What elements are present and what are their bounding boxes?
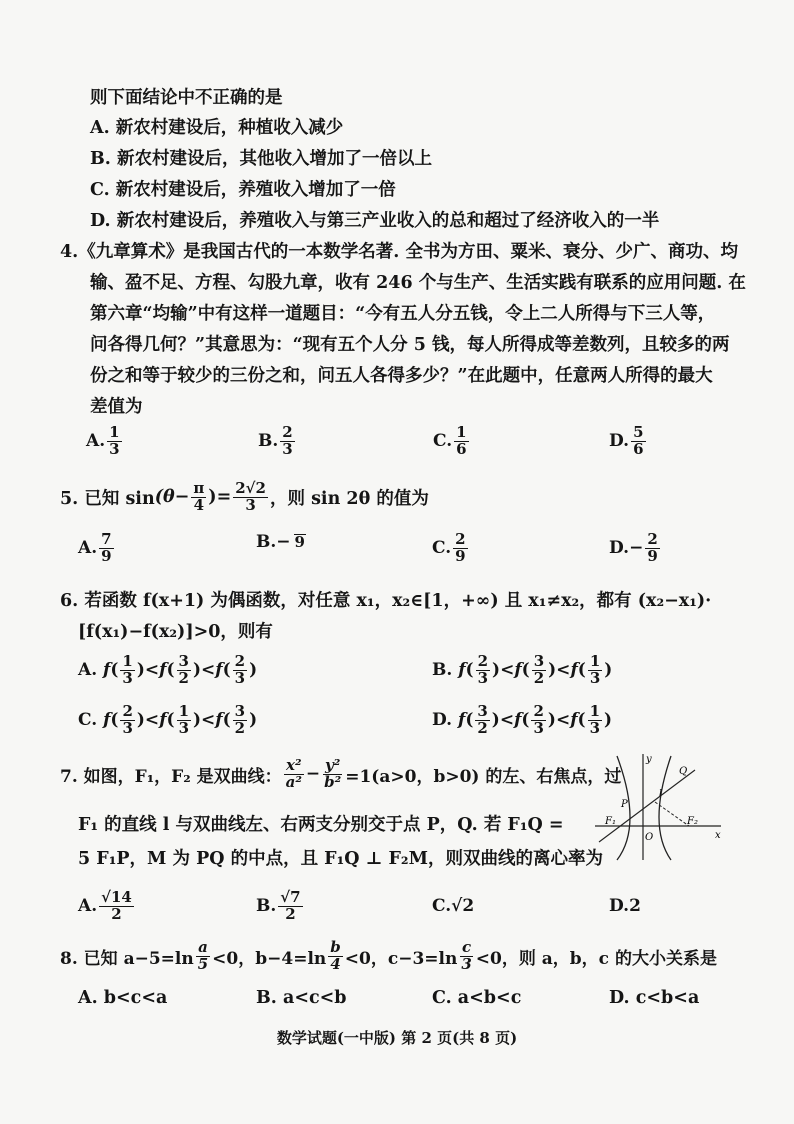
- q8-option-a: A. b<c<a: [78, 988, 168, 1008]
- q7-option-c-label: C.: [432, 896, 452, 916]
- frac-den: 3: [122, 668, 133, 687]
- q4-option-b-fraction: [280, 425, 294, 458]
- q4-line-2: 输、盈不足、方程、勾股九章，收有 246 个与生产、生活实践有联系的应用问题. 在: [90, 273, 746, 293]
- q7-option-d: [609, 896, 641, 916]
- frac-den: 2: [533, 668, 545, 687]
- q4-option-d-label: D.: [609, 431, 630, 452]
- frac: [233, 704, 247, 737]
- frac: [120, 654, 134, 687]
- frac-num: 1: [456, 423, 467, 441]
- q4-option-a-label: A.: [86, 431, 106, 452]
- frac-num: 2: [122, 702, 133, 720]
- frac-den: 3: [477, 668, 489, 687]
- frac-num: y²: [325, 756, 341, 774]
- frac-num: 3: [234, 702, 246, 720]
- frac-den: 2: [234, 718, 246, 737]
- q8-part-3: <0，c−3=ln: [344, 948, 458, 969]
- frac-den: 4: [330, 954, 341, 973]
- q7-line-1: [60, 758, 621, 791]
- q4-line-6: 差值为: [90, 397, 143, 417]
- q8-option-b: B. a<c<b: [256, 988, 347, 1008]
- q4-option-a: [86, 425, 124, 458]
- q6-option-c: C. f ( $\frac{2}{3}$ )< f ( $\frac{1}{3}$ )< f ( $\frac{3}{2}$ ): [78, 702, 258, 737]
- frac: [588, 704, 602, 737]
- frac-den: 6: [456, 439, 467, 458]
- q3-option-d: D. 新农村建设后，养殖收入与第三产业收入的总和超过了经济收入的一半: [90, 211, 660, 231]
- frac-den: 3: [589, 668, 601, 687]
- l-label: l: [659, 789, 662, 799]
- frac-den: 3: [109, 439, 120, 458]
- frac-num: a: [198, 938, 208, 956]
- q5-arg-left: (θ−: [154, 487, 190, 508]
- q5-option-b-fraction: [293, 534, 307, 551]
- q5-option-d-label: D.: [609, 538, 630, 559]
- q5-option-c-fraction: [453, 532, 467, 565]
- p-label: P: [621, 799, 628, 810]
- q7-line-2: F₁ 的直线 l 与双曲线左、右两支分别交于点 P，Q. 若 F₁Q =: [78, 815, 564, 835]
- q5-option-b-label: B.: [256, 532, 277, 552]
- frac-den: 9: [455, 546, 466, 565]
- frac-den: 3: [589, 718, 601, 737]
- q5-option-b-sign: −: [276, 532, 291, 552]
- frac-num: 2: [282, 423, 293, 441]
- frac-den: 3: [245, 495, 256, 514]
- frac-den: 9: [294, 532, 305, 551]
- q4-line-4: 问各得几何？”其意思为：“现有五个人分 5 钱，每人所得成等差数列，且较多的两: [90, 335, 730, 355]
- frac: [120, 704, 134, 737]
- q7-line1-post: =1(a>0，b>0) 的左、右焦点，过: [345, 766, 622, 787]
- q3-option-a: A. 新农村建设后，种植收入减少: [90, 118, 344, 138]
- frac-den: 3: [282, 439, 293, 458]
- q4-option-c: [433, 425, 471, 458]
- q5-suffix: ，则 sin 2θ 的值为: [269, 488, 429, 509]
- q7-line1-pre: 7. 如图，F₁，F₂ 是双曲线：: [60, 766, 282, 787]
- frac-num: 3: [178, 652, 189, 670]
- frac-num: 2: [477, 652, 489, 670]
- q6-option-d-label: D.: [432, 710, 453, 731]
- frac-den: b²: [324, 772, 342, 791]
- frac: [476, 654, 490, 687]
- segment-f2m: [655, 802, 689, 826]
- q5-stem: [60, 481, 429, 514]
- frac-den: 6: [633, 439, 644, 458]
- frac-den: 3: [533, 718, 544, 737]
- q4-option-c-fraction: [454, 425, 468, 458]
- q7-line-3: 5 F₁P，M 为 PQ 的中点，且 F₁Q ⊥ F₂M，则双曲线的离心率为: [78, 849, 603, 869]
- q4-option-b: [258, 425, 297, 458]
- q8-part-2: <0，b−4=ln: [212, 948, 327, 969]
- frac-den: 9: [647, 546, 658, 565]
- q6-option-b-label: B.: [432, 660, 453, 681]
- frac: [475, 704, 489, 737]
- q5-option-a-fraction: [99, 532, 113, 565]
- q5-option-a: [78, 532, 116, 565]
- q6-option-a: A. f ( $\frac{1}{3}$ )< f ( $\frac{3}{2}$ )< f ( $\frac{2}{3}$ ): [78, 652, 258, 687]
- q8-frac-b: [328, 940, 343, 973]
- q7-option-d-text: 2: [629, 896, 641, 916]
- hyperbola-figure: [595, 752, 725, 862]
- f2-label: F₂: [687, 816, 698, 827]
- f1-label: F₁: [605, 816, 616, 827]
- q7-option-b-label: B.: [256, 896, 277, 917]
- q8-option-d: D. c<b<a: [609, 988, 700, 1008]
- q8-option-c: C. a<b<c: [432, 988, 522, 1008]
- frac: [177, 654, 191, 687]
- frac-den: 2: [285, 904, 296, 923]
- frac-den: 2: [178, 668, 189, 687]
- frac-num: 1: [589, 702, 601, 720]
- frac-num: c: [461, 938, 472, 956]
- frac-den: 3: [122, 718, 133, 737]
- q3-option-c: C. 新农村建设后，养殖收入增加了一倍: [90, 180, 396, 200]
- q8-stem: [60, 940, 717, 973]
- frac: [588, 654, 602, 687]
- frac: [233, 654, 247, 687]
- q6-option-a-label: A.: [78, 660, 98, 681]
- q4-line-5: 份之和等于较少的三份之和，问五人各得多少？”在此题中，任意两人所得的最大: [90, 366, 713, 386]
- q5-option-d: [609, 532, 662, 565]
- frac: [531, 704, 545, 737]
- x-label: x: [715, 830, 721, 841]
- q8-part-1: 8. 已知 a−5=ln: [60, 948, 194, 969]
- frac-num: 2: [533, 702, 544, 720]
- frac-num: b: [330, 938, 341, 956]
- frac-den: a²: [285, 772, 302, 791]
- frac-den: 2: [111, 904, 122, 923]
- q8-frac-c: [459, 940, 473, 973]
- q5-value: [233, 481, 268, 514]
- q5-option-a-label: A.: [78, 538, 98, 559]
- q4-option-d-fraction: [631, 425, 645, 458]
- frac-num: x²: [286, 756, 302, 774]
- q5-option-c-label: C.: [432, 538, 452, 559]
- q4-option-b-label: B.: [258, 431, 279, 452]
- q3-option-b: B. 新农村建设后，其他收入增加了一倍以上: [90, 149, 432, 169]
- q8-part-4: <0，则 a，b，c 的大小关系是: [475, 948, 717, 969]
- frac-num: π: [193, 479, 205, 497]
- q3-prompt: 则下面结论中不正确的是: [90, 88, 283, 108]
- frac-num: 3: [477, 702, 488, 720]
- frac-den: 3: [234, 668, 246, 687]
- q5-prefix: 5. 已知 sin: [60, 488, 155, 509]
- q4-option-a-fraction: [107, 425, 121, 458]
- q5-option-c: [432, 532, 470, 565]
- frac-den: 2: [477, 718, 488, 737]
- frac-den: 9: [101, 546, 112, 565]
- q7-x-fraction: [284, 758, 304, 791]
- frac-den: 5: [197, 954, 209, 973]
- frac-num: 2: [647, 530, 658, 548]
- q6-line-1: 6. 若函数 f(x+1) 为偶函数，对任意 x₁，x₂∈[1，+∞) 且 x₁≠x₂，都有 (x₂−x₁)·: [60, 591, 712, 611]
- frac-num: 1: [109, 423, 120, 441]
- origin-label: O: [645, 832, 654, 843]
- frac: [532, 654, 546, 687]
- q5-option-d-sign: −: [629, 538, 644, 559]
- q6-option-b: B. f ( $\frac{2}{3}$ )< f ( $\frac{3}{2}$ )< f ( $\frac{1}{3}$ ): [432, 652, 613, 687]
- frac-den: 3: [461, 954, 472, 973]
- frac-den: 4: [193, 495, 205, 514]
- frac-num: 2√2: [235, 479, 266, 497]
- q7-option-c-text: √2: [451, 896, 475, 916]
- q7-option-b-fraction: [278, 890, 302, 923]
- q7-minus: −: [305, 764, 321, 785]
- frac-num: 2: [455, 530, 466, 548]
- q5-option-b: [256, 532, 309, 552]
- q7-option-a-label: A.: [78, 896, 98, 917]
- right-branch: [659, 756, 671, 860]
- q4-option-c-label: C.: [433, 431, 453, 452]
- q7-option-c: [432, 896, 474, 916]
- frac-num: 1: [122, 652, 133, 670]
- frac-num: 2: [234, 652, 246, 670]
- frac-den: 3: [178, 718, 189, 737]
- frac-num: 7: [101, 530, 112, 548]
- frac-num: √7: [280, 888, 301, 906]
- q7-option-d-label: D.: [609, 896, 630, 916]
- frac-num: 5: [633, 423, 644, 441]
- q5-arg-right: )=: [208, 487, 232, 508]
- q4-option-d: [609, 425, 648, 458]
- q7-option-a: [78, 890, 136, 923]
- page-footer: 数学试题(一中版) 第 2 页(共 8 页): [276, 1029, 518, 1047]
- q4-line-3: 第六章“均输”中有这样一道题目：“今有五人分五钱，令上二人所得与下三人等，: [90, 304, 716, 324]
- q7-y-fraction: [322, 758, 343, 791]
- frac-num: 3: [533, 652, 545, 670]
- y-label: y: [646, 754, 652, 765]
- frac-num: 1: [178, 702, 189, 720]
- q-label: Q: [679, 766, 688, 777]
- q8-frac-a: [196, 940, 210, 973]
- q5-pi-over-4: [191, 481, 206, 514]
- q6-option-c-label: C.: [78, 710, 98, 731]
- q6-option-d: D. f ( $\frac{3}{2}$ )< f ( $\frac{2}{3}$ )< f ( $\frac{1}{3}$ ): [432, 702, 613, 737]
- q5-option-d-fraction: [645, 532, 659, 565]
- frac-num: 1: [589, 652, 601, 670]
- q7-option-b: [256, 890, 305, 923]
- frac: [177, 704, 191, 737]
- q4-line-1: 4.《九章算术》是我国古代的一本数学名著. 全书为方田、粟米、衰分、少广、商功、均: [60, 242, 738, 262]
- q6-line-2: [f(x₁)−f(x₂)]>0，则有: [78, 622, 273, 642]
- frac-num: √14: [101, 888, 132, 906]
- q7-option-a-fraction: [99, 890, 134, 923]
